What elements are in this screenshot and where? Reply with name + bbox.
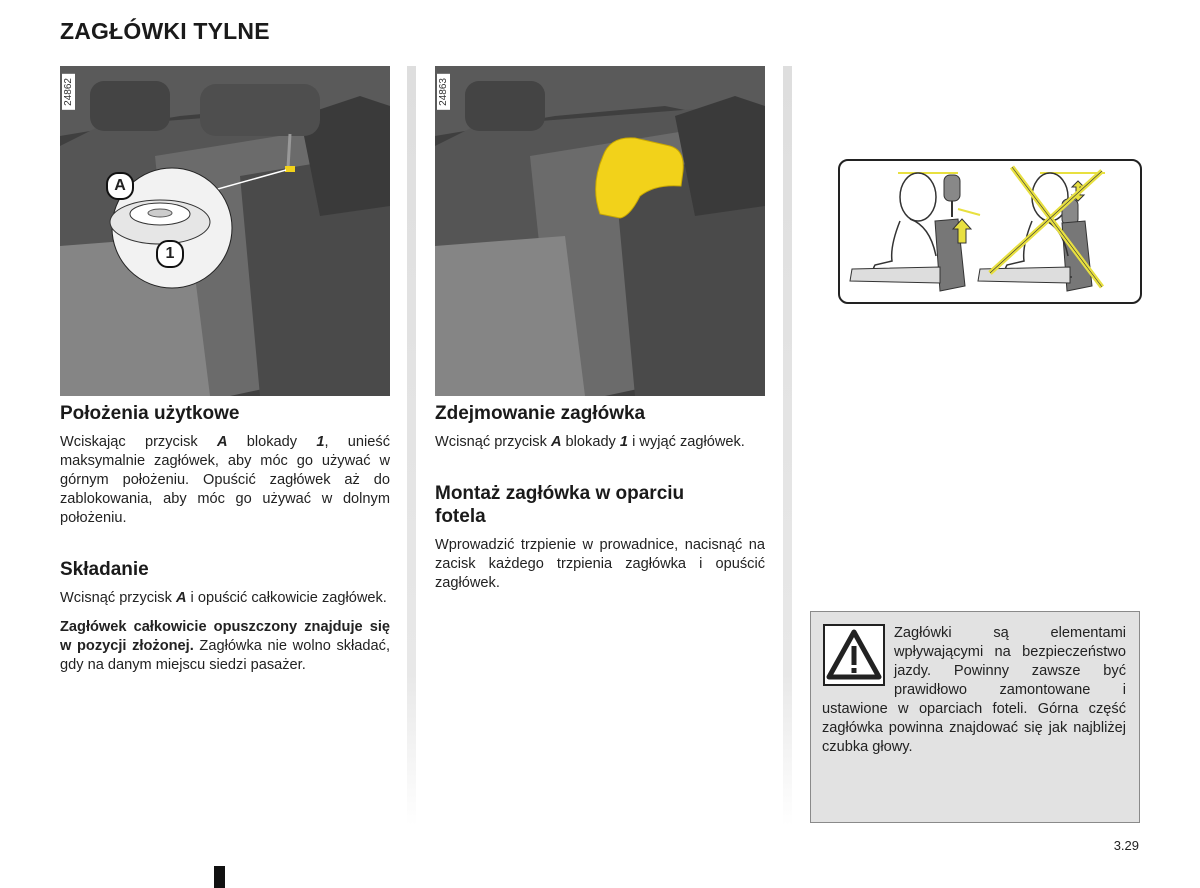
heading-positions: Położenia użytkowe [60, 403, 240, 424]
heading-installation: Montaż zagłówka w oparciu fotela [435, 483, 685, 527]
rear-seat-photo-positions [60, 66, 390, 396]
rear-seat-photo-removal [435, 66, 765, 396]
warning-box [810, 611, 1140, 823]
column-divider-left [407, 66, 416, 826]
paragraph-folded-position: Zagłówek całkowicie opuszczony znajduje się w pozycji złożonej. Zagłówka nie wolno składać, gdy na danym miejscu siedzi pasażer. [60, 619, 391, 673]
callout-1-label: 1 [165, 245, 175, 262]
callout-a-label: A [114, 177, 126, 194]
paragraph-installation: Wprowadzić trzpienie w prowadnice, nacisnąć na zacisk każdego trzpienia zagłówka i opuścić zagłówek. [435, 537, 765, 591]
page-number: 3.29 [1113, 838, 1139, 853]
paragraph-folding: Wcisnąć przycisk A i opuścić całkowicie zagłówek. [60, 590, 387, 606]
column-divider-right [783, 66, 792, 826]
footer-mark [214, 866, 225, 888]
figure-ref-left: 24862 [62, 74, 75, 110]
correct-position-figure [850, 173, 980, 291]
page-title: ZAGŁÓWKI TYLNE [60, 18, 270, 44]
warning-text: Zagłówki są elementami wpływającymi na bezpieczeństwo jazdy. Powinny zawsze być prawidłowo zamontowane i ustawione w oparciach foteli. Górna część zagłówka powinna znajdować się jak najbliżej czubka głowy. [822, 625, 1126, 755]
heading-folding: Składanie [60, 559, 149, 580]
heading-removal: Zdejmowanie zagłówka [435, 403, 646, 424]
paragraph-removal: Wcisnąć przycisk A blokady 1 i wyjąć zagłówek. [435, 434, 745, 450]
column-middle-text [435, 402, 765, 593]
figure-ref-middle: 24863 [437, 74, 450, 110]
incorrect-position-figure [978, 167, 1105, 291]
warning-text-container [822, 624, 1126, 757]
headrest-adjustment-diagram [838, 159, 1142, 304]
column-left-text [60, 402, 390, 675]
paragraph-positions: Wciskając przycisk A blokady 1, unieść maksymalnie zagłówek, aby móc go używać w górnym położeniu. Opuścić zagłówek aż do zablokowania, aby móc go używać w dolnym położeniu. [60, 434, 390, 526]
callout-1 [156, 240, 184, 268]
callout-a [106, 172, 134, 200]
